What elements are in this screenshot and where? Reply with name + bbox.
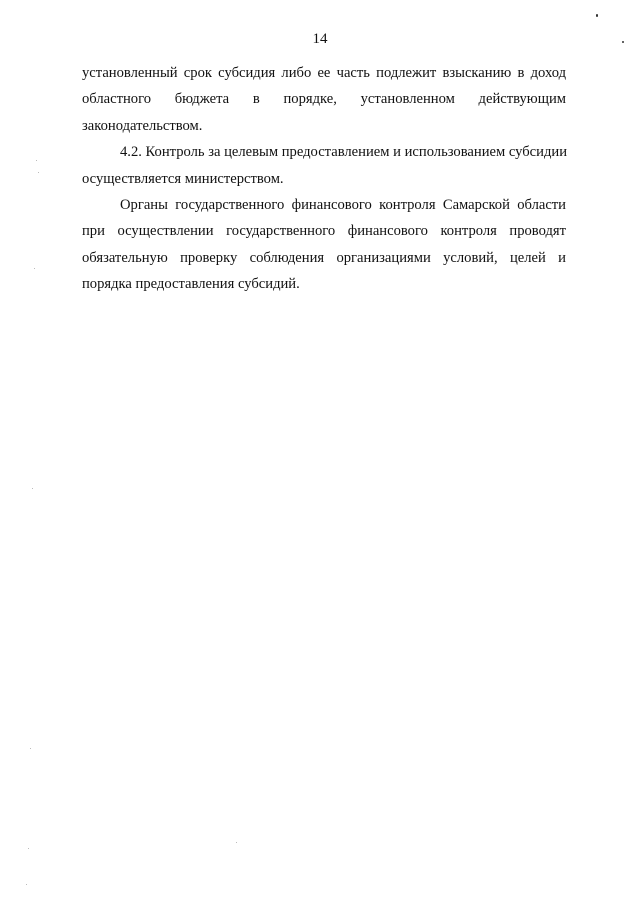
text-line: областного бюджета в порядке, установленном действующим (82, 91, 566, 108)
scan-dot (32, 488, 33, 489)
page-number: 14 (312, 31, 328, 47)
scan-speck (622, 41, 624, 43)
text-line: Органы государственного финансового контроля Самарской области (120, 197, 566, 214)
paragraph-continuation (82, 60, 566, 139)
text-line: порядка предоставления субсидий. (82, 276, 300, 293)
scan-dot (236, 842, 237, 843)
scan-dot (28, 848, 29, 849)
scan-dot (38, 172, 39, 173)
paragraph-control-bodies (82, 192, 566, 298)
document-body (82, 60, 566, 298)
text-line: при осуществлении государственного финансового контроля проводят (82, 223, 566, 240)
paragraph-4-2 (82, 139, 566, 192)
text-line: законодательством. (82, 117, 203, 134)
scan-dot (36, 160, 37, 161)
scan-dot (34, 268, 35, 269)
scan-dot (30, 748, 31, 749)
text-line: осуществляется министерством. (82, 170, 284, 187)
scan-dot (26, 884, 27, 885)
text-line: 4.2. Контроль за целевым предоставлением и использованием субсидии (120, 144, 568, 161)
text-line: установленный срок субсидия либо ее часть подлежит взысканию в доход (82, 65, 566, 81)
text-line: обязательную проверку соблюдения организациями условий, целей и (82, 249, 566, 266)
scan-speck (596, 14, 598, 17)
